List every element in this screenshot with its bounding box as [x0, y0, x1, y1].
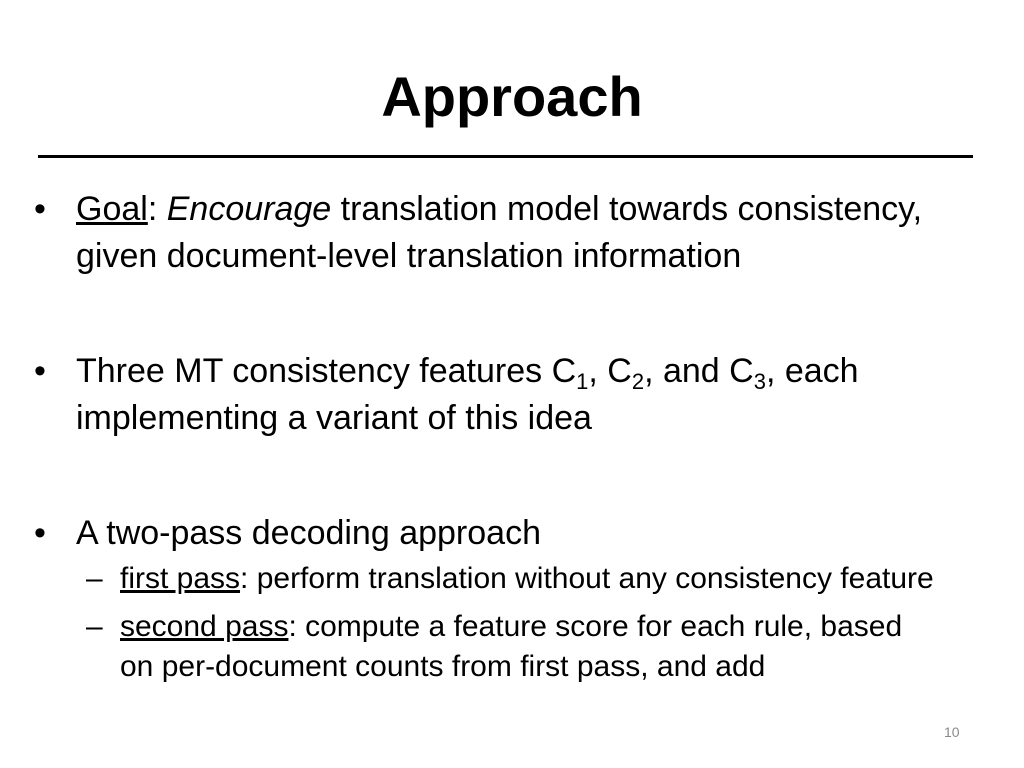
features-sub-1: 1	[576, 369, 589, 394]
features-sub-2: 2	[631, 369, 645, 394]
second-pass-label: second pass	[120, 610, 289, 643]
slide-title: Approach	[381, 65, 643, 128]
bullet-marker: •	[34, 352, 46, 390]
sub-bullet-marker: –	[86, 562, 103, 595]
bullet-marker: •	[34, 514, 46, 552]
bullet-decoding	[0, 510, 1024, 687]
decoding-text: A two-pass decoding approach	[76, 514, 541, 552]
sub-item-second-pass	[76, 607, 934, 687]
features-text-b: , C	[588, 352, 632, 390]
features-sub-3: 3	[753, 369, 766, 394]
title-divider	[38, 155, 973, 158]
goal-emphasis: Encourage	[166, 190, 332, 228]
sub-bullet-marker: –	[86, 610, 103, 643]
features-text-d: , each implementing a variant of this idea	[76, 352, 859, 437]
bullet-list	[0, 186, 1024, 695]
sub-item-first-pass	[76, 559, 934, 599]
features-text-c: , and C	[644, 352, 754, 390]
first-pass-text: : perform translation without any consistency feature	[240, 562, 934, 595]
page-number: 10	[944, 724, 960, 740]
features-text-a: Three MT consistency features C	[76, 352, 577, 390]
bullet-marker: •	[34, 190, 46, 228]
goal-separator: :	[147, 190, 167, 228]
decoding-sub-list	[76, 559, 934, 687]
goal-text: translation model towards consistency, given document-level translation information	[76, 190, 923, 275]
bullet-goal	[0, 186, 1024, 280]
goal-label: Goal	[76, 190, 148, 228]
first-pass-label: first pass	[120, 562, 241, 595]
second-pass-text: : compute a feature score for each rule, based on per-document counts from first pass, and add	[120, 610, 903, 683]
bullet-features	[0, 348, 1024, 442]
